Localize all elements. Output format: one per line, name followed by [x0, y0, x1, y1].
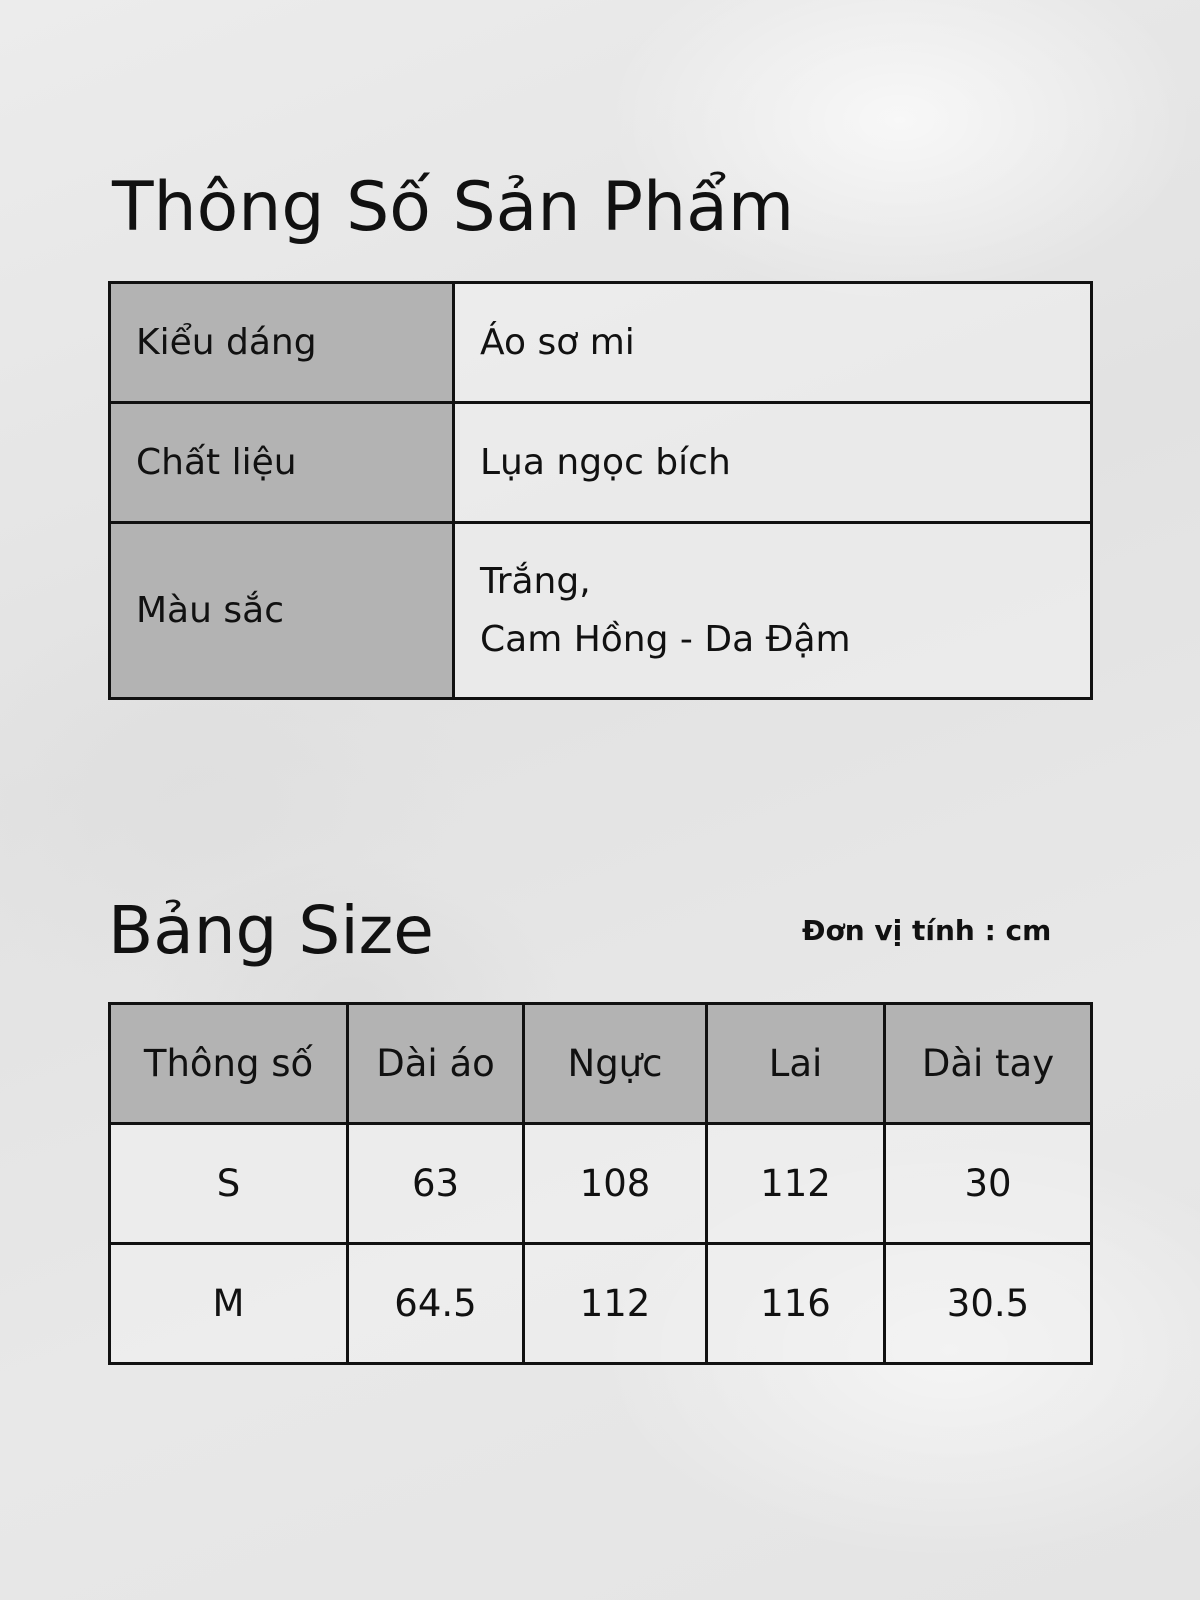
size-cell: 108 [524, 1124, 707, 1244]
size-cell: 116 [707, 1244, 885, 1364]
size-header-cell: Dài tay [885, 1004, 1092, 1124]
spec-value-line: Cam Hồng - Da Đậm [480, 618, 851, 660]
size-header-cell: Dài áo [348, 1004, 524, 1124]
spec-key: Chất liệu [110, 403, 454, 523]
spec-row-color [110, 523, 1092, 699]
size-cell: 63 [348, 1124, 524, 1244]
size-cell: 30.5 [885, 1244, 1092, 1364]
size-row [110, 1124, 1092, 1244]
size-title: Bảng Size [108, 892, 434, 969]
size-header-cell: Lai [707, 1004, 885, 1124]
size-cell: 112 [707, 1124, 885, 1244]
size-cell: 112 [524, 1244, 707, 1364]
spec-key: Màu sắc [110, 523, 454, 699]
unit-note: Đơn vị tính : cm [802, 914, 1052, 947]
size-row [110, 1244, 1092, 1364]
spec-row-material [110, 403, 1092, 523]
spec-value [454, 283, 1092, 403]
size-cell: 64.5 [348, 1244, 524, 1364]
size-cell: 30 [885, 1124, 1092, 1244]
spec-key: Kiểu dáng [110, 283, 454, 403]
size-table [108, 1002, 1093, 1365]
spec-title: Thông Số Sản Phẩm [112, 168, 795, 247]
spec-table [108, 281, 1093, 700]
spec-value [454, 523, 1092, 699]
spec-row-style [110, 283, 1092, 403]
spec-value-line: Trắng, [480, 560, 591, 602]
size-cell: S [110, 1124, 348, 1244]
spec-value-line: Áo sơ mi [480, 321, 635, 363]
size-header-cell: Ngực [524, 1004, 707, 1124]
spec-value-line: Lụa ngọc bích [480, 441, 731, 483]
spec-value [454, 403, 1092, 523]
size-header-cell: Thông số [110, 1004, 348, 1124]
size-header-row [110, 1004, 1092, 1124]
size-cell: M [110, 1244, 348, 1364]
